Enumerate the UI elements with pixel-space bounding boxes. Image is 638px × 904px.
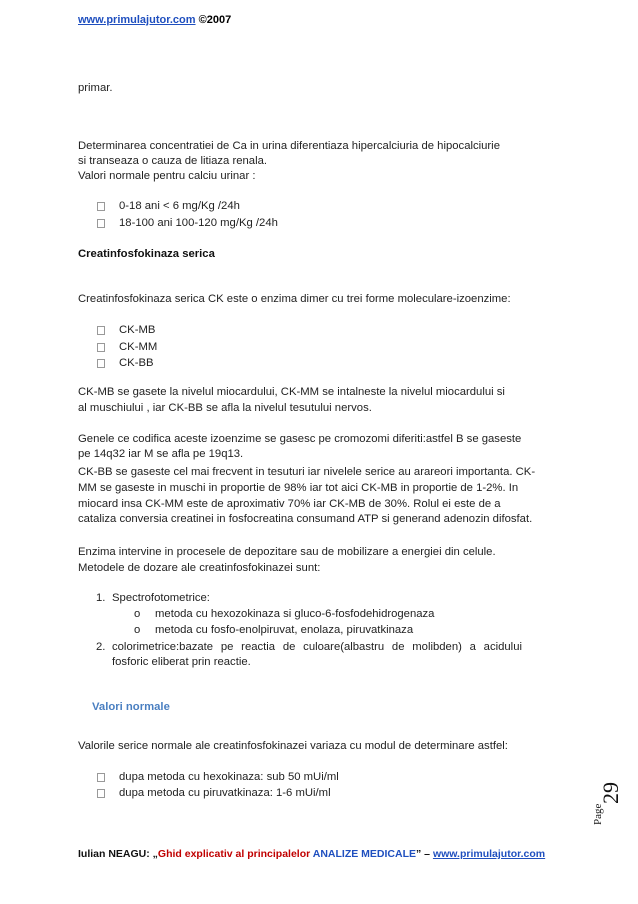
footer-guide: Ghid explicativ al principalelor <box>157 848 313 860</box>
bullet-icon <box>97 219 105 228</box>
para3-line2: pe 14q32 iar M se afla pe 19q13. <box>78 448 244 460</box>
bullet-icon <box>97 773 105 782</box>
para4-line3: miocard insa CK-MM este de aproximativ 70% iar CK-MB de 30%. Rolul ei este de a <box>78 498 501 510</box>
bullet-icon <box>97 359 105 368</box>
bullet-icon <box>97 789 105 798</box>
para5-line1: Enzima intervine in procesele de depozitare sau de mobilizare a energiei din celule. <box>78 546 496 558</box>
ck-intro: Creatinfosfokinaza serica CK este o enzima dimer cu trei forme moleculare-izoenzime: <box>78 293 511 305</box>
method2-line1: colorimetrice:bazate pe reactia de culoare(albastru de molibden) a acidului <box>112 641 522 653</box>
header <box>78 14 231 26</box>
list-item: CK-MB <box>97 323 155 338</box>
para4-line4: cataliza conversia creatinei in fosfocreatina consumand ATP si generand adenozin difosfat. <box>78 513 533 525</box>
para6: Valorile serice normale ale creatinfosfokinazei variaza cu modul de determinare astfel: <box>78 740 508 752</box>
page-number-value: 29 <box>598 782 623 804</box>
bullet-icon <box>97 326 105 335</box>
para4-line1: CK-BB se gaseste cel mai frecvent in tesuturi iar nivelele serice au arareori importanta. CK- <box>78 466 536 478</box>
para3-line1: Genele ce codifica aceste izoenzime se gasesc pe cromozomi diferiti:astfel B se gaseste <box>78 433 522 445</box>
list-item: dupa metoda cu hexokinaza: sub 50 mUi/ml <box>97 770 339 785</box>
para1-line3: Valori normale pentru calciu urinar : <box>78 170 256 182</box>
method1-number: 1. <box>96 592 106 604</box>
page-number <box>590 770 638 830</box>
method1-sub1: metoda cu hexozokinaza si gluco-6-fosfodehidrogenaza <box>155 608 435 620</box>
page-label: Page <box>592 803 604 825</box>
footer-analyses: ANALIZE MEDICALE <box>312 848 416 860</box>
footer-close: ” – <box>416 848 433 860</box>
bullet-icon <box>97 343 105 352</box>
para1-line1: Determinarea concentratiei de Ca in urina diferentiaza hipercalciuria de hipocalciurie <box>78 140 500 152</box>
list-item: 0-18 ani < 6 mg/Kg /24h <box>97 199 240 214</box>
header-copyright: ©2007 <box>198 14 232 26</box>
text-primar: primar. <box>78 82 113 94</box>
para5-line2: Metodele de dozare ale creatinfosfokinazei sunt: <box>78 562 321 574</box>
method1-label: Spectrofotometrice: <box>112 592 210 604</box>
para2-line2: al muschiului , iar CK-BB se afla la nivelul tesutului nervos. <box>78 402 372 414</box>
heading-ck: Creatinfosfokinaza serica <box>78 248 215 260</box>
list-item: 18-100 ani 100-120 mg/Kg /24h <box>97 216 278 231</box>
footer-link[interactable]: www.primulajutor.com <box>432 848 546 860</box>
list-item: dupa metoda cu piruvatkinaza: 1-6 mUi/ml <box>97 786 331 801</box>
footer <box>78 848 545 860</box>
header-link[interactable]: www.primulajutor.com <box>78 14 196 26</box>
heading-valori-normale: Valori normale <box>92 701 170 713</box>
sub-bullet-icon: o <box>134 608 141 620</box>
sub-bullet-icon: o <box>134 624 141 636</box>
list-item: CK-MM <box>97 340 157 355</box>
footer-author: Iulian NEAGU: „ <box>78 848 158 860</box>
bullet-icon <box>97 202 105 211</box>
method1-sub2: metoda cu fosfo-enolpiruvat, enolaza, piruvatkinaza <box>155 624 414 636</box>
para4-line2: MM se gaseste in muschi in proportie de 98% iar tot aici CK-MB in proportie de 1-2%. In <box>78 482 519 494</box>
method2-line2: fosforic eliberat prin reactie. <box>112 656 251 668</box>
para2-line1: CK-MB se gasete la nivelul miocardului, CK-MM se intalneste la nivelul miocardului si <box>78 386 505 398</box>
method2-number: 2. <box>96 641 106 653</box>
para1-line2: si transeaza o cauza de litiaza renala. <box>78 155 268 167</box>
list-item: CK-BB <box>97 356 154 371</box>
